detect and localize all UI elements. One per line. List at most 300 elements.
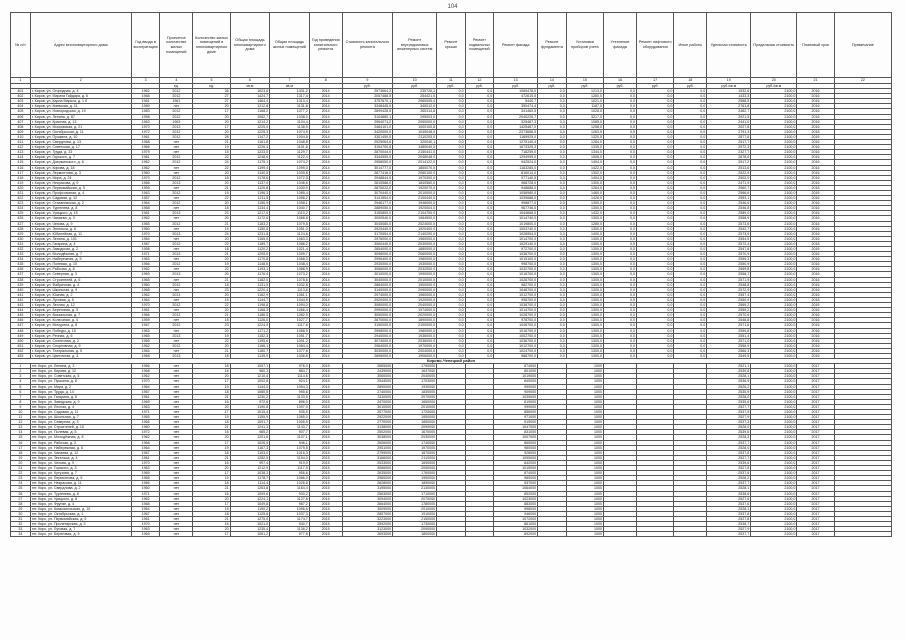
table-cell: 426 (11, 216, 31, 221)
table-cell: 2017 (797, 430, 834, 435)
table-cell: 1870000 (393, 450, 437, 455)
table-cell: 1028,0 (566, 109, 603, 114)
table-cell: 434 (11, 257, 31, 262)
table-cell: 2014 (309, 247, 342, 252)
table-cell: 1178,7 (230, 476, 270, 481)
table-cell: 17 (193, 379, 230, 384)
table-cell: 0,0 (637, 262, 674, 267)
table-cell: 1000 (566, 394, 603, 399)
table-cell: 0,0 (465, 272, 494, 277)
table-cell: 1180,7 (230, 348, 270, 353)
table-cell: 2014 (309, 303, 342, 308)
table-cell: 1970 (131, 124, 160, 129)
table-cell: 2522,9 (707, 170, 751, 175)
table-cell: пгт. Кирс, ул. Мира, д. 2 (30, 384, 131, 389)
table-cell: 1004,8 (270, 134, 310, 139)
table-cell: 0,0 (637, 277, 674, 282)
table-cell: 1424,7 (230, 94, 270, 99)
table-cell: 1051,0 (270, 226, 310, 231)
table-cell: 2948844,5 (342, 175, 393, 180)
table-cell: 2960005,4 (393, 99, 437, 104)
table-cell: 1038,0 (270, 114, 310, 119)
table-cell: нет (160, 476, 193, 481)
table-cell: 0,0 (604, 267, 637, 272)
table-cell: 1980000,0 (393, 328, 437, 333)
table-cell: 0,0 (637, 333, 674, 338)
table-cell: пгт. Кирс, ул. Некрасова, д. 11 (30, 481, 131, 486)
table-cell: 19 (193, 333, 230, 338)
table-cell: 0,0 (604, 353, 637, 358)
table-cell: 1024700,0 (494, 348, 538, 353)
table-cell: 1432,0 (566, 211, 603, 216)
table-cell: 940,7 (270, 522, 310, 527)
table-cell: 0,0 (637, 140, 674, 145)
table-cell: 0,0 (465, 231, 494, 236)
table-cell: 1104,4 (270, 119, 310, 124)
table-cell: 1029140,0 (494, 241, 538, 246)
table-cell: 2527,7 (707, 455, 751, 460)
table-cell: 2016 (797, 129, 834, 134)
table-cell: 1040,7 (270, 206, 310, 211)
table-cell: 2100,0 (751, 445, 797, 450)
table-cell: 2922000 (342, 415, 393, 420)
table-cell: 0,0 (538, 333, 567, 338)
table-cell: 2100,0 (751, 323, 797, 328)
table-cell: 852000 (494, 491, 538, 496)
table-cell: 1190,8 (230, 404, 270, 409)
table-cell: 441 (11, 292, 31, 297)
table-cell: 2569,8 (707, 267, 751, 272)
table-cell: 2017 (797, 445, 834, 450)
table-cell: 20 (193, 170, 230, 175)
table-cell: нет (160, 206, 193, 211)
table-cell: 1300,0 (566, 338, 603, 343)
table-cell: 1720000 (393, 410, 437, 415)
table-cell: 2016 (797, 104, 834, 109)
table-cell: 0,0 (637, 145, 674, 150)
table-cell: 2014 (309, 165, 342, 170)
table-cell: 2537,7 (707, 481, 751, 486)
table-cell: 1170,8 (230, 257, 270, 262)
table-cell: 972700,0 (494, 247, 538, 252)
table-cell: 2016 (797, 124, 834, 129)
table-cell: 20 (193, 216, 230, 221)
table-cell: 0,0 (538, 119, 567, 124)
table-cell: 2016 (797, 262, 834, 267)
table-cell: 448 (11, 328, 31, 333)
table-cell: 1048,8 (270, 140, 310, 145)
table-cell: 2884000,0 (342, 282, 393, 287)
table-cell: 340012,0 (393, 104, 437, 109)
table-cell: 0,0 (538, 231, 567, 236)
table-cell: 2100,0 (751, 328, 797, 333)
table-cell: 2539,6 (707, 399, 751, 404)
table-cell: 930,2 (270, 491, 310, 496)
table-cell: 0,0 (604, 226, 637, 231)
table-cell: нет (160, 450, 193, 455)
table-cell: 2100,0 (751, 150, 797, 155)
table-cell: 1000 (566, 511, 603, 516)
table-cell: 16 (193, 430, 230, 435)
table-cell: 1134,4 (230, 206, 270, 211)
table-cell: 0,0 (637, 241, 674, 246)
table-cell: 445 (11, 313, 31, 318)
table-cell: 1012700,0 (494, 292, 538, 297)
table-cell: 18 (193, 206, 230, 211)
table-cell: 2016 (797, 303, 834, 308)
table-cell: 3010000 (342, 404, 393, 409)
table-cell: 449 (11, 333, 31, 338)
table-cell: 1091,7 (230, 420, 270, 425)
table-cell: 2014 (309, 241, 342, 246)
table-cell: 0,0 (604, 282, 637, 287)
table-cell: 2017 (797, 455, 834, 460)
table-cell: 0,0 (465, 226, 494, 231)
table-cell: 840000 (494, 379, 538, 384)
table-cell: 1189,7 (230, 241, 270, 246)
table-cell: 0,0 (437, 180, 466, 185)
table-cell: пгт. Кирс, ул. Комсомольская, д. 10 (30, 506, 131, 511)
table-cell: 2017 (797, 394, 834, 399)
table-cell: 3110000 (342, 394, 393, 399)
table-cell: 1946000,0 (393, 201, 437, 206)
table-cell: 0,0 (437, 353, 466, 358)
table-cell: 999000 (494, 404, 538, 409)
table-cell: 2482,7 (707, 109, 751, 114)
table-cell: 17 (193, 109, 230, 114)
table-cell: 1300,0 (566, 206, 603, 211)
table-cell: 0,0 (637, 119, 674, 124)
table-cell: 2013 (160, 313, 193, 318)
table-cell: 19 (193, 297, 230, 302)
table-cell: 2057488,5 (342, 94, 393, 99)
table-cell: 0,0 (437, 94, 466, 99)
table-cell: 25 (11, 486, 31, 491)
column-number: 22 (834, 78, 891, 84)
table-cell: 0,0 (538, 140, 567, 145)
table-cell: 0,0 (604, 262, 637, 267)
table-cell: 1968 (131, 206, 160, 211)
table-cell: 1074,2 (270, 160, 310, 165)
table-cell: 1300,0 (566, 236, 603, 241)
table-cell: 0,0 (538, 328, 567, 333)
table-cell: 1964 (131, 201, 160, 206)
table-cell: 30 (11, 511, 31, 516)
table-cell: 1113,6 (270, 287, 310, 292)
table-cell: 1966 (131, 313, 160, 318)
table-cell: 0,0 (604, 94, 637, 99)
table-cell: 2014 (309, 170, 342, 175)
table-cell: 1124,6 (270, 231, 310, 236)
table-cell: 1300,0 (566, 348, 603, 353)
table-cell: 1623,6 (230, 89, 270, 94)
table-cell: 0,0 (637, 353, 674, 358)
table-cell: 0,0 (465, 134, 494, 139)
table-cell: 2012 (160, 190, 193, 195)
table-cell: 1969 (131, 532, 160, 537)
table-cell: 0,0 (538, 343, 567, 348)
table-cell: 0,0 (637, 297, 674, 302)
table-cell: 3060440,0 (342, 241, 393, 246)
table-cell: г. Киров, ул. Труда, д. 33 (30, 150, 131, 155)
table-cell: 884,7 (270, 369, 310, 374)
table-cell: нет (160, 348, 193, 353)
table-cell: 801000 (494, 369, 538, 374)
table-cell: 436 (11, 267, 31, 272)
table-cell: 21 (193, 486, 230, 491)
table-cell: 2537,7 (707, 440, 751, 445)
table-cell: 2016 (797, 140, 834, 145)
table-cell: 1673325,3 (494, 145, 538, 150)
table-cell: 2100,0 (751, 343, 797, 348)
table-cell: 2016 (797, 348, 834, 353)
table-cell: 2016 (797, 134, 834, 139)
table-cell: 2100,0 (751, 145, 797, 150)
table-cell: 1000 (566, 430, 603, 435)
table-cell: 2017 (797, 435, 834, 440)
table-cell: 2100,0 (751, 201, 797, 206)
table-cell: 2439000 (342, 369, 393, 374)
table-cell: 1129,7 (270, 150, 310, 155)
table-cell: 254421,0 (393, 94, 437, 99)
table-cell: 2592000 (342, 522, 393, 527)
table-cell: 2791,3 (707, 129, 751, 134)
table-cell: 1224,9 (230, 323, 270, 328)
table-cell: 2990000,0 (342, 308, 393, 313)
table-cell: г. Киров, ул. Речная, д. 6 (30, 333, 131, 338)
table-cell: 350474,4 (494, 104, 538, 109)
table-cell: 0,0 (437, 236, 466, 241)
table-cell: 1015100,0 (494, 257, 538, 262)
unit-cell: руб. (566, 84, 603, 89)
table-cell: 2100,0 (751, 532, 797, 537)
table-cell: 0,0 (637, 226, 674, 231)
table-cell: 1983 (131, 109, 160, 114)
table-cell: 0,0 (674, 252, 707, 257)
table-cell: 2593,1 (707, 196, 751, 201)
column-number: 20 (751, 78, 797, 84)
table-cell: 0,0 (674, 338, 707, 343)
table-cell: 2100,0 (751, 129, 797, 134)
table-cell: 2441,0 (707, 119, 751, 124)
table-cell: 2015 (309, 389, 342, 394)
table-cell: 0,0 (674, 170, 707, 175)
table-cell: 0,0 (538, 323, 567, 328)
table-cell: 1426,0 (566, 196, 603, 201)
table-cell: 0,0 (674, 343, 707, 348)
table-cell: 22 (193, 303, 230, 308)
table-cell: 412 (11, 145, 31, 150)
table-cell: 2100,0 (751, 471, 797, 476)
table-cell: 405 (11, 109, 31, 114)
table-cell: 18 (193, 511, 230, 516)
table-cell: 1224,1 (230, 496, 270, 501)
table-cell: 0,0 (674, 313, 707, 318)
table-cell: 1000 (566, 491, 603, 496)
table-cell: 1961 (131, 308, 160, 313)
table-cell: 1048700,0 (494, 287, 538, 292)
table-cell: 2100,0 (751, 511, 797, 516)
table-cell: 1960 (131, 226, 160, 231)
table-cell: 6 (11, 389, 31, 394)
table-cell: 2017 (797, 522, 834, 527)
table-cell: 1433,3 (707, 94, 751, 99)
table-cell: 0,0 (538, 247, 567, 252)
table-cell: 1117,8 (270, 323, 310, 328)
table-cell: 1990000 (393, 476, 437, 481)
table-cell: 0,0 (604, 150, 637, 155)
table-cell: 1000 (566, 389, 603, 394)
table-cell: 1969 (131, 399, 160, 404)
table-cell: 1920070,0 (393, 185, 437, 190)
table-cell: 0,0 (437, 338, 466, 343)
table-cell: 2014 (309, 236, 342, 241)
table-cell: г. Киров, ул. Горького, д. 7 (30, 155, 131, 160)
table-cell: 1966 (131, 262, 160, 267)
table-cell: 3010000,0 (342, 272, 393, 277)
table-cell: 0,0 (538, 338, 567, 343)
table-cell: 2016 (797, 211, 834, 216)
table-cell: 2870044,0 (342, 150, 393, 155)
table-cell: 1210,4 (230, 374, 270, 379)
table-cell: 1960 (131, 425, 160, 430)
table-cell: 0,0 (674, 104, 707, 109)
table-cell: 2012 (160, 89, 193, 94)
table-cell: 2558,7 (707, 272, 751, 277)
table-cell: 3104880,1 (342, 114, 393, 119)
table-cell: 2016 (797, 180, 834, 185)
table-cell: 2016 (797, 160, 834, 165)
table-cell: 967,2 (270, 501, 310, 506)
table-cell: нет (160, 165, 193, 170)
table-cell: 1212,8 (230, 104, 270, 109)
table-cell: 2537,9 (707, 410, 751, 415)
column-header: Примечание (834, 13, 891, 78)
table-cell: 1965 (131, 333, 160, 338)
table-cell: 20 (193, 119, 230, 124)
table-cell: 0,0 (674, 201, 707, 206)
table-cell: пгт. Кирс, ул. Кутузова, д. 7 (30, 471, 131, 476)
table-cell: 0,0 (465, 89, 494, 94)
table-cell: г. Киров, ул. Северная, д. 3 (30, 272, 131, 277)
table-cell: 1930000,0 (393, 262, 437, 267)
table-cell: 3060000 (342, 374, 393, 379)
table-cell: 446 (11, 318, 31, 323)
table-cell: 1000 (566, 364, 603, 369)
table-cell: 7 (11, 394, 31, 399)
table-cell: 1051,7 (270, 333, 310, 338)
table-cell: 2016 (797, 257, 834, 262)
table-cell: 1850000 (393, 420, 437, 425)
table-cell: 1965 (131, 476, 160, 481)
table-cell: 0,0 (465, 160, 494, 165)
table-cell: 2559,3 (707, 257, 751, 262)
column-number: 10 (393, 78, 437, 84)
table-cell: 1317,4 (270, 94, 310, 99)
table-cell: 2100000,0 (393, 323, 437, 328)
table-cell (604, 532, 637, 537)
table-cell: 1300,0 (566, 292, 603, 297)
table-cell: 1016700,0 (494, 328, 538, 333)
table-cell: 0,0 (538, 165, 567, 170)
table-cell (637, 532, 674, 537)
table-cell: 967746,0 (494, 206, 538, 211)
table-cell: 1015000 (494, 466, 538, 471)
table-cell: 1404,0 (566, 175, 603, 180)
table-cell: нет (160, 308, 193, 313)
table-cell: 427 (11, 221, 31, 226)
table-cell: 0,0 (637, 292, 674, 297)
table-cell: 0,0 (538, 175, 567, 180)
table-cell: 1968 (131, 440, 160, 445)
table-cell: 1163285,0 (494, 165, 538, 170)
table-cell: 17 (193, 410, 230, 415)
table-cell: 2538,6 (707, 491, 751, 496)
table-cell: 1058980,0 (494, 190, 538, 195)
table-cell: 2010000 (393, 404, 437, 409)
table-cell: 1021,0 (566, 99, 603, 104)
table-cell: 2100,0 (751, 481, 797, 486)
table-cell: 1970 (131, 379, 160, 384)
table-cell: 1154,0 (270, 455, 310, 460)
table-cell: 1967 (131, 450, 160, 455)
unit-cell: руб. (465, 84, 494, 89)
table-cell: 0,0 (538, 303, 567, 308)
table-cell: 1970000,0 (393, 343, 437, 348)
table-cell: 2130000 (393, 486, 437, 491)
column-header: Общая площадь многоквартирного дома (230, 13, 270, 78)
table-cell: 1959 (131, 318, 160, 323)
column-header: Установка приборов учета (566, 13, 603, 78)
table-cell: 1098,2 (270, 196, 310, 201)
table-cell: 20 (193, 374, 230, 379)
table-cell: 1230,2 (230, 394, 270, 399)
table-cell: 17 (193, 501, 230, 506)
column-header: Общая площадь жилых помещений (270, 13, 310, 78)
table-cell: г. Киров, ул. Урицкого, д. 15 (30, 211, 131, 216)
table-cell: 1968 (131, 140, 160, 145)
table-cell: 17 (193, 532, 230, 537)
table-cell: 1963 (160, 119, 193, 124)
table-cell: 1014700,0 (494, 308, 538, 313)
table-cell: 2060100,0 (393, 170, 437, 175)
table-cell: 0,0 (604, 201, 637, 206)
table-cell: 2100,0 (751, 364, 797, 369)
table-cell: 1000 (566, 501, 603, 506)
table-cell: 0,0 (465, 313, 494, 318)
table-cell: 3014777,0 (342, 165, 393, 170)
table-cell: 0,0 (465, 257, 494, 262)
table-cell: 998877,0 (494, 201, 538, 206)
table-cell: 2016 (797, 267, 834, 272)
table-cell: 1313,4 (270, 99, 310, 104)
table-cell: 27 (193, 99, 230, 104)
table-cell (538, 532, 567, 537)
table-cell (674, 532, 707, 537)
table-cell: 2070000 (393, 496, 437, 501)
table-cell: 12 (11, 420, 31, 425)
table-cell: 0,0 (465, 221, 494, 226)
table-cell: 0,0 (637, 170, 674, 175)
table-cell: 2015 (309, 491, 342, 496)
table-cell: г. Киров, ул. Молодёжная, д. 7 (30, 252, 131, 257)
table-cell: 2100,0 (751, 313, 797, 318)
table-cell: 2100,0 (751, 527, 797, 532)
table-cell: 2573664,2 (342, 89, 393, 94)
table-cell: нет (160, 460, 193, 465)
table-cell: 401 (11, 89, 31, 94)
table-cell: нет (160, 145, 193, 150)
